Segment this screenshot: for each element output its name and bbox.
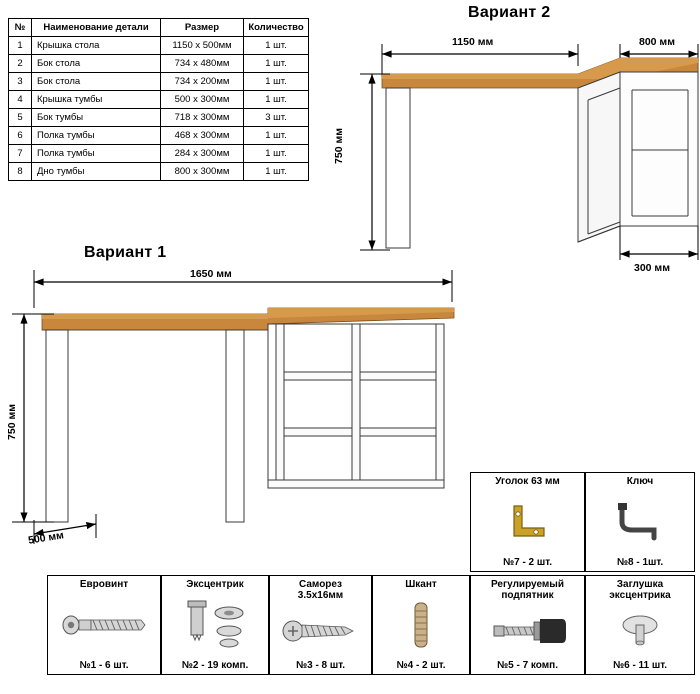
cell-size: 1150 x 500мм — [161, 37, 244, 55]
cell-size: 734 x 200мм — [161, 73, 244, 91]
hardware-item-shkant — [372, 575, 470, 675]
hardware-title-line2: подпятник — [501, 590, 554, 601]
hardware-item-samorez — [269, 575, 372, 675]
hardware-title-line2: эксцентрика — [609, 590, 671, 601]
cell-name: Бок стола — [32, 55, 161, 73]
table-row — [9, 127, 309, 145]
cell-name: Бок тумбы — [32, 109, 161, 127]
cell-size: 468 x 300мм — [161, 127, 244, 145]
confirmat-screw-icon — [48, 590, 160, 660]
cell-size: 718 x 300мм — [161, 109, 244, 127]
hardware-qty: №4 - 2 шт. — [396, 660, 446, 671]
cell-num: 8 — [9, 163, 32, 181]
variant1-title: Вариант 1 — [84, 244, 167, 261]
hardware-item-klyuch — [585, 472, 695, 572]
variant1-height-label: 750 мм — [6, 404, 18, 440]
cell-qty: 1 шт. — [244, 127, 309, 145]
hardware-title — [609, 576, 670, 601]
cell-qty: 1 шт. — [244, 55, 309, 73]
cell-qty: 1 шт. — [244, 163, 309, 181]
hardware-title-line1: Заглушка — [616, 579, 664, 590]
parts-table — [8, 18, 309, 181]
variant2-title: Вариант 2 — [468, 4, 551, 21]
hardware-title — [491, 576, 564, 601]
table-header-row — [9, 19, 309, 37]
table-row — [9, 109, 309, 127]
hardware-item-ekscentrik — [161, 575, 269, 675]
hardware-title: Шкант — [405, 579, 437, 590]
cell-qty: 1 шт. — [244, 37, 309, 55]
hardware-title: Эксцентрик — [186, 579, 244, 590]
table-row — [9, 37, 309, 55]
cam-lock-icon — [162, 590, 268, 660]
hardware-title-line1: Саморез — [299, 579, 342, 590]
hardware-qty: №3 - 8 шт. — [295, 660, 346, 671]
header-num: № — [9, 19, 32, 37]
variant1-depth-label: 500 мм — [27, 529, 65, 547]
cell-name: Полка тумбы — [32, 127, 161, 145]
cell-num: 3 — [9, 73, 32, 91]
table-row — [9, 91, 309, 109]
table-row — [9, 163, 309, 181]
cell-num: 2 — [9, 55, 32, 73]
variant2-width-label: 1150 мм — [452, 36, 494, 48]
hardware-qty: №7 - 2 шт. — [502, 557, 553, 568]
cell-num: 4 — [9, 91, 32, 109]
hardware-title: Ключ — [626, 476, 654, 487]
variant2-drawing — [320, 30, 700, 285]
cell-name: Крышка тумбы — [32, 91, 161, 109]
cell-num: 6 — [9, 127, 32, 145]
cell-qty: 1 шт. — [244, 91, 309, 109]
header-name: Наименование детали — [32, 19, 161, 37]
cell-size: 500 x 300мм — [161, 91, 244, 109]
allen-key-icon — [586, 487, 694, 557]
cell-num: 1 — [9, 37, 32, 55]
variant2-depth-label: 800 мм — [639, 36, 675, 48]
hardware-qty: №1 - 6 шт. — [79, 660, 129, 671]
header-qty: Количество — [244, 19, 309, 37]
hardware-item-zaglushka — [585, 575, 695, 675]
cell-num: 7 — [9, 145, 32, 163]
hardware-qty: №2 - 19 комп. — [181, 660, 249, 671]
cap-cover-icon — [586, 601, 694, 660]
table-row — [9, 55, 309, 73]
hardware-title — [298, 576, 343, 601]
corner-bracket-icon — [471, 487, 584, 557]
cell-size: 800 x 300мм — [161, 163, 244, 181]
cell-num: 5 — [9, 109, 32, 127]
table-row — [9, 73, 309, 91]
header-size: Размер — [161, 19, 244, 37]
cell-qty: 1 шт. — [244, 73, 309, 91]
cell-name: Крышка стола — [32, 37, 161, 55]
variant1-drawing — [4, 262, 474, 562]
adjustable-foot-icon — [471, 601, 584, 660]
variant2-height-label: 750 мм — [333, 128, 345, 164]
hardware-title-line2: 3.5х16мм — [297, 590, 344, 601]
hardware-title: Уголок 63 мм — [495, 476, 560, 487]
cell-name: Бок стола — [32, 73, 161, 91]
hardware-title: Евровинт — [79, 579, 129, 590]
variant1-width-label: 1650 мм — [190, 268, 232, 280]
self-tapping-screw-icon — [270, 601, 371, 660]
cell-name: Полка тумбы — [32, 145, 161, 163]
variant2-base-label: 300 мм — [634, 262, 670, 274]
hardware-title-line1: Регулируемый — [491, 579, 564, 590]
hardware-item-podpyatnik — [470, 575, 585, 675]
cell-qty: 1 шт. — [244, 145, 309, 163]
cell-qty: 3 шт. — [244, 109, 309, 127]
hardware-qty: №8 - 1шт. — [616, 557, 664, 568]
hardware-qty: №5 - 7 комп. — [496, 660, 558, 671]
hardware-qty: №6 - 11 шт. — [612, 660, 668, 671]
hardware-item-evrovint — [47, 575, 161, 675]
table-row — [9, 145, 309, 163]
cell-size: 284 x 300мм — [161, 145, 244, 163]
dowel-icon — [373, 590, 469, 660]
hardware-item-ugolok — [470, 472, 585, 572]
cell-size: 734 x 480мм — [161, 55, 244, 73]
cell-name: Дно тумбы — [32, 163, 161, 181]
